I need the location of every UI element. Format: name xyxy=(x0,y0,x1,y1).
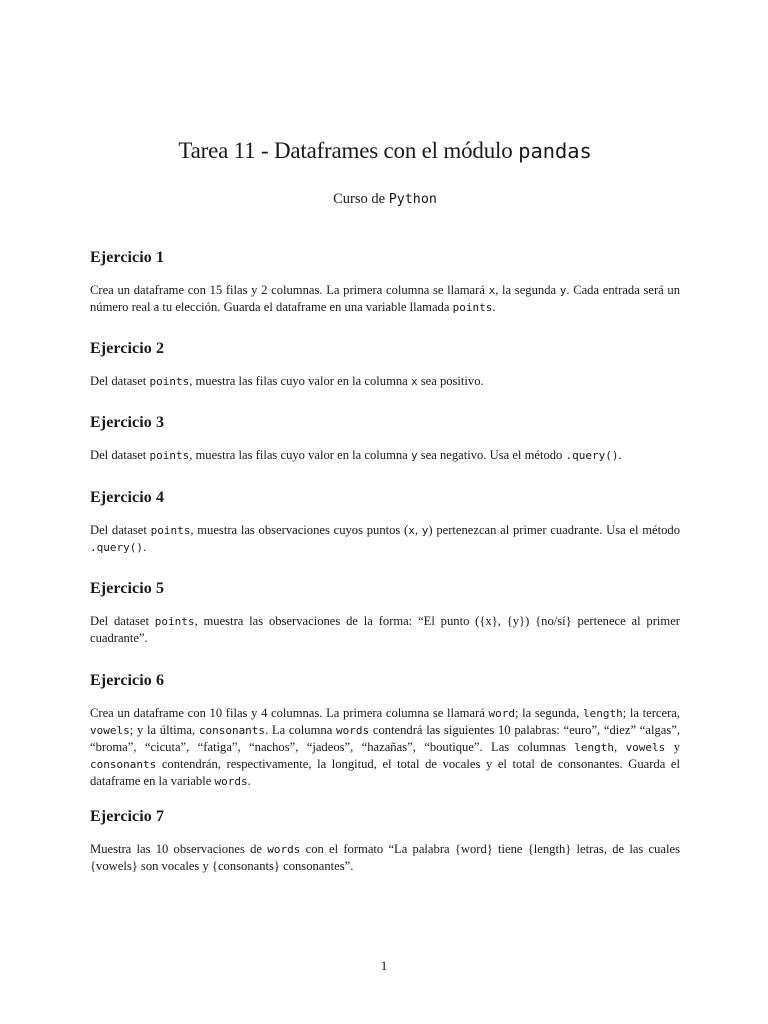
body-text: . Cada entrada será un número real a tu elección. Guarda el dataframe en una variable llamada xyxy=(90,283,681,314)
exercise-heading: Ejercicio 5 xyxy=(90,580,165,597)
inline-code: words xyxy=(267,843,301,856)
body-text: , xyxy=(614,740,626,754)
body-text: , muestra las filas cuyo valor en la columna xyxy=(189,374,411,388)
exercise-heading: Ejercicio 7 xyxy=(90,808,165,825)
inline-code: consonants xyxy=(90,758,157,771)
exercise-heading: Ejercicio 2 xyxy=(90,340,165,357)
page-number: 1 xyxy=(380,958,388,973)
body-text: , muestra las filas cuyo valor en la columna xyxy=(189,448,411,462)
document-subtitle xyxy=(90,191,680,208)
exercise-heading: Ejercicio 6 xyxy=(90,672,165,689)
inline-code: y xyxy=(559,284,567,297)
body-text: . xyxy=(142,540,147,554)
inline-code: x xyxy=(408,524,415,537)
exercise-7 xyxy=(90,808,680,875)
exercise-body xyxy=(90,522,680,556)
exercise-2 xyxy=(90,340,680,390)
exercise-body xyxy=(90,282,680,316)
subtitle-code: Python xyxy=(388,192,437,207)
inline-code: word xyxy=(488,707,515,720)
body-text: . xyxy=(247,774,251,788)
body-text: . xyxy=(492,300,496,314)
title-text: Tarea 11 - Dataframes con el módulo xyxy=(178,138,519,163)
body-text: . La columna xyxy=(265,723,337,737)
body-text: , la segunda xyxy=(495,283,560,297)
body-text: ; la tercera, xyxy=(622,706,681,720)
inline-code: y xyxy=(410,449,418,462)
exercise-body xyxy=(90,705,680,790)
body-text: Crea un dataframe con 10 filas y 4 columnas. La primera columna se llamará xyxy=(90,706,489,720)
body-text: Del dataset xyxy=(90,523,151,537)
inline-code: .query() xyxy=(90,541,143,554)
inline-code: points xyxy=(149,449,190,462)
exercise-body xyxy=(90,841,680,875)
exercise-1 xyxy=(90,249,680,316)
inline-code: length xyxy=(582,707,623,720)
inline-code: words xyxy=(336,724,370,737)
inline-code: words xyxy=(214,775,248,788)
exercise-body xyxy=(90,447,680,464)
body-text: ; la segunda, xyxy=(514,706,583,720)
inline-code: x xyxy=(410,375,418,388)
inline-code: length xyxy=(574,741,615,754)
body-text: sea negativo. Usa el método xyxy=(417,448,566,462)
exercise-body xyxy=(90,613,680,647)
body-text: ; y la última, xyxy=(129,723,199,737)
subtitle-text: Curso de xyxy=(333,191,389,207)
body-text: , muestra las observaciones cuyos puntos ( xyxy=(190,523,409,537)
body-text: Del dataset xyxy=(90,448,150,462)
exercise-3 xyxy=(90,414,680,464)
body-text: Del dataset xyxy=(90,374,150,388)
inline-code: y xyxy=(421,524,429,537)
inline-code: vowels xyxy=(625,741,666,754)
exercise-body xyxy=(90,373,680,390)
inline-code: .query() xyxy=(565,449,619,462)
exercise-heading: Ejercicio 1 xyxy=(90,249,165,266)
body-text: . xyxy=(618,448,622,462)
body-text: y xyxy=(665,740,681,754)
exercise-heading: Ejercicio 4 xyxy=(90,489,165,506)
body-text: , muestra las observaciones de la forma: “El punto ({x}, {y}) {no/sí} pertenece al primer cuadrante”. xyxy=(90,614,681,645)
exercise-5 xyxy=(90,580,680,647)
document-title xyxy=(90,138,680,164)
exercise-4 xyxy=(90,489,680,556)
body-text: sea positivo. xyxy=(417,374,484,388)
body-text: Muestra las 10 observaciones de xyxy=(90,842,268,856)
exercise-heading: Ejercicio 3 xyxy=(90,414,165,431)
inline-code: points xyxy=(150,524,191,537)
body-text: Crea un dataframe con 15 filas y 2 columnas. La primera columna se llamará xyxy=(90,283,489,297)
body-text: , xyxy=(414,523,422,537)
body-text: contendrá las siguientes 10 palabras: “euro”, “diez” “algas”, “broma”, “cicuta”, “fatiga”, “nachos”, “jadeos”, “hazañas”, “boutique”. Las columnas xyxy=(90,723,680,754)
inline-code: points xyxy=(149,375,190,388)
inline-code: x xyxy=(488,284,496,297)
inline-code: points xyxy=(154,615,195,628)
exercise-6 xyxy=(90,672,680,790)
inline-code: vowels xyxy=(90,724,130,737)
inline-code: points xyxy=(452,301,493,314)
title-code: pandas xyxy=(518,139,592,163)
body-text: ) pertenezcan al primer cuadrante. Usa el método xyxy=(428,523,681,537)
body-text: contendrán, respectivamente, la longitud, el total de vocales y el total de consonantes. Guarda el dataframe en la variable xyxy=(90,757,680,788)
body-text: Del dataset xyxy=(90,614,155,628)
inline-code: consonants xyxy=(198,724,266,737)
document-page xyxy=(90,0,680,1024)
body-text: con el formato “La palabra {word} tiene {length} letras, de las cuales {vowels} son vocales y {consonants} consonantes”. xyxy=(90,842,681,873)
